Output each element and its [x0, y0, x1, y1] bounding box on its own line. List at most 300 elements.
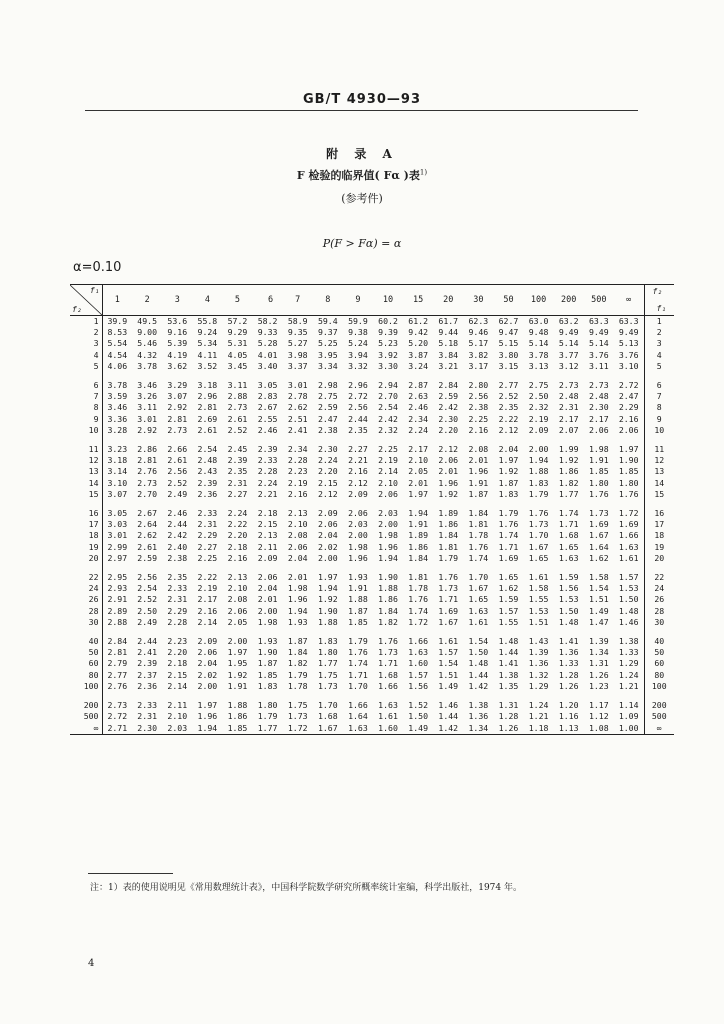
- table-cell: 5.39: [167, 338, 188, 349]
- table-cell: 1.87: [287, 636, 308, 647]
- row-label-f2: 20: [88, 552, 99, 563]
- table-cell: 1.29: [528, 680, 549, 691]
- header-rule: [85, 110, 638, 111]
- table-row: [70, 436, 674, 455]
- table-cell: 1.43: [528, 636, 549, 647]
- column-header: 4: [192, 285, 222, 316]
- page-number: 4: [88, 958, 95, 969]
- table-cell: 1.62: [498, 583, 519, 594]
- table-cell: 1.74: [468, 552, 489, 563]
- table-cell: 1.61: [438, 636, 459, 647]
- table-cell: 1.84: [468, 508, 489, 519]
- table-row: [70, 711, 674, 722]
- row-label-f2-right: 2: [644, 327, 674, 338]
- table-cell: 2.44: [137, 636, 158, 647]
- table-cell: 1.20: [558, 700, 579, 711]
- table-cell: 3.36: [102, 414, 132, 425]
- table-cell: 1.79: [528, 488, 549, 499]
- table-cell: 2.62: [137, 530, 158, 541]
- table-subtitle: (参考件): [341, 192, 383, 205]
- table-cell: 2.10: [378, 477, 398, 488]
- table-cell: 1.92: [558, 455, 579, 466]
- table-cell: 4.11: [197, 349, 218, 360]
- table-cell: 2.09: [257, 552, 278, 563]
- table-cell: 2.48: [588, 391, 609, 402]
- header-corner-right: [644, 285, 674, 316]
- table-cell: 2.67: [257, 402, 278, 413]
- table-cell: 2.13: [227, 572, 248, 583]
- table-cell: 1.31: [498, 700, 519, 711]
- table-cell: 1.29: [618, 658, 639, 669]
- table-cell: 3.78: [528, 349, 549, 360]
- row-label-f2: 26: [88, 594, 99, 605]
- table-cell: 1.41: [498, 658, 519, 669]
- table-cell: 1.16: [558, 711, 579, 722]
- table-cell: 5.18: [438, 338, 459, 349]
- table-cell: 9.48: [528, 327, 549, 338]
- column-header: 500: [584, 285, 614, 316]
- table-cell: 8.53: [102, 327, 132, 338]
- table-cell: 1.31: [588, 658, 609, 669]
- table-cell: 3.01: [287, 380, 308, 391]
- column-header: 10: [373, 285, 403, 316]
- table-cell: 2.19: [528, 413, 549, 424]
- table-cell: 2.29: [167, 605, 188, 616]
- table-cell: 2.91: [102, 594, 132, 605]
- table-cell: 2.35: [227, 466, 248, 477]
- table-cell: 1.38: [468, 700, 489, 711]
- table-cell: 1.52: [408, 700, 428, 711]
- table-cell: 1.98: [378, 530, 398, 541]
- row-label-f2-right: 100: [644, 681, 674, 692]
- table-cell: 1.83: [317, 636, 338, 647]
- alpha-label: α=0.10: [73, 260, 122, 275]
- row-label-f2: 22: [88, 572, 99, 583]
- table-cell: 1.85: [222, 723, 252, 735]
- table-cell: 4.19: [167, 349, 188, 360]
- table-cell: 61.2: [408, 316, 428, 326]
- table-cell: 1.87: [498, 477, 519, 488]
- table-cell: 2.00: [257, 605, 278, 616]
- table-cell: 3.10: [618, 360, 639, 371]
- table-cell: 2.10: [227, 583, 248, 594]
- table-cell: 2.63: [408, 391, 428, 402]
- table-cell: 3.24: [408, 360, 428, 371]
- table-cell: 2.15: [317, 477, 338, 488]
- row-label-f2: 1: [93, 316, 99, 326]
- table-cell: 1.97: [498, 455, 519, 466]
- table-cell: 2.44: [167, 519, 188, 530]
- table-cell: 2.00: [348, 530, 368, 541]
- table-cell: 2.03: [348, 519, 368, 530]
- table-cell: 2.33: [137, 700, 158, 711]
- table-cell: 3.62: [167, 360, 188, 371]
- table-cell: 1.21: [528, 711, 549, 722]
- table-header-row: [70, 285, 674, 316]
- table-cell: 2.14: [197, 616, 218, 627]
- table-cell: 1.85: [618, 466, 639, 477]
- table-cell: 1.63: [468, 605, 489, 616]
- table-cell: 2.20: [317, 466, 338, 477]
- table-cell: 1.84: [287, 647, 308, 658]
- table-cell: 2.14: [167, 680, 188, 691]
- row-label-f2: 2: [93, 327, 99, 338]
- table-cell: 1.99: [558, 444, 579, 455]
- table-cell: 2.75: [317, 391, 338, 402]
- table-cell: 1.50: [558, 605, 579, 616]
- table-row: [70, 361, 674, 372]
- table-cell: 3.37: [287, 360, 308, 371]
- table-cell: 2.42: [438, 402, 459, 413]
- table-cell: 5.28: [257, 338, 278, 349]
- table-cell: 1.65: [498, 572, 519, 583]
- table-cell: 2.97: [102, 553, 132, 564]
- right-corner-f2-label: f₂: [652, 287, 663, 296]
- row-label-f2: 16: [88, 508, 99, 519]
- table-cell: 1.76: [588, 488, 609, 499]
- table-cell: 2.79: [102, 658, 132, 669]
- table-cell: 1.60: [408, 658, 428, 669]
- table-cell: 3.11: [137, 402, 158, 413]
- table-cell: 2.50: [528, 391, 549, 402]
- table-cell: 1.78: [287, 680, 308, 691]
- table-cell: 2.20: [167, 647, 188, 658]
- table-cell: 5.23: [378, 338, 398, 349]
- table-cell: 2.00: [317, 552, 338, 563]
- table-cell: 1.48: [468, 658, 489, 669]
- table-cell: 2.18: [167, 658, 188, 669]
- table-cell: 9.37: [317, 327, 338, 338]
- table-cell: 1.59: [498, 594, 519, 605]
- table-cell: 2.47: [317, 413, 338, 424]
- table-cell: 2.01: [257, 594, 278, 605]
- row-label-f2: ∞: [70, 723, 102, 735]
- table-cell: 2.35: [348, 424, 368, 435]
- table-cell: 1.88: [348, 594, 368, 605]
- table-cell: 55.8: [197, 316, 218, 326]
- table-cell: 1.71: [558, 519, 579, 530]
- table-cell: 2.06: [227, 605, 248, 616]
- table-row: [70, 606, 674, 617]
- table-cell: 2.16: [468, 424, 489, 435]
- row-label-f2: 60: [88, 658, 99, 669]
- table-cell: 2.42: [167, 530, 188, 541]
- table-cell: 5.14: [528, 338, 549, 349]
- table-cell: 1.35: [498, 680, 519, 691]
- table-cell: 1.67: [468, 583, 489, 594]
- table-cell: 2.83: [257, 391, 278, 402]
- row-label-f2: 15: [88, 488, 99, 499]
- table-cell: 2.48: [197, 455, 218, 466]
- table-cell: 2.71: [102, 723, 132, 735]
- table-cell: 1.74: [498, 530, 519, 541]
- table-cell: 2.77: [102, 670, 132, 681]
- table-cell: 2.31: [167, 594, 188, 605]
- table-cell: 2.46: [167, 508, 188, 519]
- footnote-marker: 1): [419, 168, 428, 177]
- row-label-f2-right: 30: [644, 617, 674, 628]
- table-cell: 1.54: [438, 658, 459, 669]
- table-cell: 4.05: [227, 349, 248, 360]
- row-label-f2-right: 16: [644, 500, 674, 519]
- table-cell: 3.07: [102, 489, 132, 500]
- table-cell: 2.03: [162, 723, 192, 735]
- table-cell: 2.06: [588, 424, 609, 435]
- table-cell: 2.22: [197, 572, 218, 583]
- table-cell: 1.57: [438, 647, 459, 658]
- table-cell: 2.27: [197, 541, 218, 552]
- table-cell: 2.21: [257, 488, 278, 499]
- table-cell: 1.85: [257, 669, 278, 680]
- table-cell: 2.59: [317, 402, 338, 413]
- table-row: [70, 723, 674, 735]
- table-cell: 2.23: [287, 466, 308, 477]
- table-cell: 1.66: [408, 636, 428, 647]
- row-label-f2-right: 11: [644, 436, 674, 455]
- table-cell: 2.16: [227, 552, 248, 563]
- column-header: 50: [493, 285, 523, 316]
- row-label-f2: 50: [88, 647, 99, 658]
- table-cell: 1.85: [588, 466, 609, 477]
- table-cell: 2.61: [227, 413, 248, 424]
- row-label-f2-right: 12: [644, 455, 674, 466]
- row-label-f2: 28: [88, 605, 99, 616]
- table-cell: 1.94: [528, 455, 549, 466]
- table-cell: 2.94: [378, 380, 398, 391]
- table-cell: 2.04: [287, 552, 308, 563]
- table-row: [70, 402, 674, 413]
- table-cell: 1.49: [403, 723, 433, 735]
- table-row: [70, 594, 674, 605]
- table-cell: 1.90: [618, 455, 639, 466]
- table-cell: 1.87: [348, 605, 368, 616]
- table-cell: 1.67: [588, 530, 609, 541]
- table-cell: 2.72: [618, 380, 639, 391]
- table-cell: 2.24: [227, 508, 248, 519]
- table-cell: 2.44: [348, 413, 368, 424]
- row-label-f2: 24: [88, 583, 99, 594]
- table-cell: 1.70: [317, 700, 338, 711]
- table-cell: 2.04: [317, 530, 338, 541]
- table-cell: 1.91: [227, 680, 248, 691]
- row-label-f2-right: 1: [644, 316, 674, 328]
- table-cell: 2.10: [167, 711, 188, 722]
- table-cell: 9.16: [167, 327, 188, 338]
- table-row: [70, 466, 674, 477]
- table-cell: 3.11: [227, 380, 248, 391]
- table-row: [70, 617, 674, 628]
- table-cell: 3.78: [102, 372, 132, 391]
- header-corner-left: [70, 285, 102, 316]
- table-cell: 1.42: [433, 723, 463, 735]
- table-cell: 2.55: [257, 413, 278, 424]
- column-header: 7: [283, 285, 313, 316]
- table-cell: 1.36: [558, 647, 579, 658]
- right-corner-f1-label: f₁: [656, 304, 667, 313]
- table-cell: 2.39: [227, 455, 248, 466]
- table-cell: 3.07: [167, 391, 188, 402]
- table-cell: 2.10: [287, 519, 308, 530]
- table-cell: 1.48: [498, 636, 519, 647]
- row-label-f2-right: 80: [644, 670, 674, 681]
- column-header: 30: [463, 285, 493, 316]
- table-cell: 1.97: [408, 488, 428, 499]
- table-cell: 2.32: [528, 402, 549, 413]
- table-cell: 3.52: [197, 360, 218, 371]
- table-cell: 1.61: [378, 711, 398, 722]
- table-cell: 2.06: [257, 572, 278, 583]
- table-cell: 53.6: [167, 316, 188, 326]
- table-cell: 2.52: [227, 424, 248, 435]
- table-cell: 1.32: [528, 669, 549, 680]
- table-cell: 1.44: [468, 669, 489, 680]
- table-cell: 2.16: [348, 466, 368, 477]
- table-cell: 3.17: [468, 360, 489, 371]
- row-label-f2-right: 10: [644, 425, 674, 436]
- table-cell: 3.84: [438, 349, 459, 360]
- row-label-f2: 17: [88, 519, 99, 530]
- row-label-f2-right: 15: [644, 489, 674, 500]
- table-cell: 4.06: [102, 361, 132, 372]
- table-cell: 2.20: [227, 530, 248, 541]
- table-cell: 1.58: [528, 583, 549, 594]
- table-cell: 2.96: [197, 391, 218, 402]
- table-cell: 1.92: [317, 594, 338, 605]
- table-cell: 1.75: [287, 700, 308, 711]
- table-title-text: F 检验的临界值( Fα )表: [296, 169, 420, 182]
- table-cell: 1.13: [554, 723, 584, 735]
- table-cell: 2.04: [498, 444, 519, 455]
- table-cell: 2.19: [287, 477, 308, 488]
- row-label-f2-right: 18: [644, 530, 674, 541]
- table-cell: 2.88: [102, 617, 132, 628]
- table-cell: 1.53: [618, 583, 639, 594]
- table-cell: 1.92: [227, 669, 248, 680]
- row-label-f2: 11: [88, 444, 99, 455]
- corner-f2-label: f₂: [72, 305, 82, 314]
- table-cell: 2.15: [257, 519, 278, 530]
- table-cell: 1.50: [408, 711, 428, 722]
- table-cell: 2.72: [102, 711, 132, 722]
- table-cell: 2.54: [378, 402, 398, 413]
- table-cell: 1.70: [528, 530, 549, 541]
- table-cell: 1.80: [618, 477, 639, 488]
- table-cell: 1.91: [408, 519, 428, 530]
- table-cell: 9.49: [558, 327, 579, 338]
- table-cell: 57.2: [227, 316, 248, 326]
- table-cell: 1.82: [287, 658, 308, 669]
- table-cell: 1.79: [498, 508, 519, 519]
- row-label-f2-right: 6: [644, 372, 674, 391]
- table-cell: 2.30: [438, 413, 459, 424]
- table-row: [70, 519, 674, 530]
- table-cell: 1.64: [348, 711, 368, 722]
- table-cell: 3.05: [257, 380, 278, 391]
- table-cell: 3.34: [317, 360, 338, 371]
- table-cell: 2.80: [468, 380, 489, 391]
- table-cell: 1.12: [588, 711, 609, 722]
- row-label-f2: 10: [88, 424, 99, 435]
- table-cell: 2.39: [137, 658, 158, 669]
- row-label-f2-right: 9: [644, 414, 674, 425]
- table-cell: 2.02: [317, 541, 338, 552]
- table-cell: 1.71: [498, 541, 519, 552]
- table-cell: 2.17: [197, 594, 218, 605]
- column-header: 3: [162, 285, 192, 316]
- table-cell: 1.51: [528, 616, 549, 627]
- table-cell: 2.25: [197, 552, 218, 563]
- table-cell: 1.08: [584, 723, 614, 735]
- table-cell: 1.56: [558, 583, 579, 594]
- table-cell: 49.5: [137, 316, 158, 326]
- table-cell: 5.14: [588, 338, 609, 349]
- table-cell: 1.96: [378, 541, 398, 552]
- table-cell: 2.76: [137, 466, 158, 477]
- table-cell: 1.67: [528, 541, 549, 552]
- row-label-f2: 6: [93, 380, 99, 391]
- table-cell: 1.63: [343, 723, 373, 735]
- table-cell: 1.97: [618, 444, 639, 455]
- table-cell: 9.44: [438, 327, 459, 338]
- table-row: [70, 628, 674, 647]
- table-cell: 1.55: [498, 616, 519, 627]
- table-cell: 9.39: [378, 327, 398, 338]
- table-cell: 2.24: [317, 455, 338, 466]
- table-cell: 2.25: [378, 444, 398, 455]
- table-cell: 2.13: [257, 530, 278, 541]
- table-cell: 2.12: [317, 488, 338, 499]
- table-cell: 2.76: [102, 681, 132, 692]
- table-cell: 1.56: [408, 680, 428, 691]
- table-cell: 1.76: [528, 508, 549, 519]
- table-cell: 2.99: [102, 542, 132, 553]
- table-row: [70, 327, 674, 338]
- table-cell: 1.80: [588, 477, 609, 488]
- table-cell: 1.76: [498, 519, 519, 530]
- table-row: [70, 658, 674, 669]
- table-cell: 1.69: [438, 605, 459, 616]
- table-cell: 59.9: [348, 316, 368, 326]
- table-cell: 3.01: [102, 530, 132, 541]
- table-cell: 1.53: [558, 594, 579, 605]
- table-cell: 1.80: [257, 700, 278, 711]
- table-cell: 2.38: [167, 552, 188, 563]
- table-cell: 4.32: [137, 349, 158, 360]
- table-cell: 2.61: [197, 424, 218, 435]
- row-label-f2-right: ∞: [644, 723, 674, 735]
- table-cell: 1.33: [618, 647, 639, 658]
- table-cell: 2.09: [317, 508, 338, 519]
- table-cell: 1.63: [618, 541, 639, 552]
- table-body: [70, 316, 674, 735]
- table-cell: 2.18: [227, 541, 248, 552]
- table-cell: 62.7: [498, 316, 519, 326]
- table-cell: 3.21: [438, 360, 459, 371]
- table-cell: 9.00: [137, 327, 158, 338]
- f-critical-table-container: [70, 284, 674, 735]
- table-cell: 3.76: [588, 349, 609, 360]
- table-cell: 3.94: [348, 349, 368, 360]
- table-cell: 4.54: [102, 350, 132, 361]
- column-header: 9: [343, 285, 373, 316]
- table-cell: 2.04: [257, 583, 278, 594]
- row-label-f2-right: 50: [644, 647, 674, 658]
- table-cell: 3.82: [468, 349, 489, 360]
- table-cell: 1.86: [227, 711, 248, 722]
- table-cell: 1.33: [558, 658, 579, 669]
- table-cell: 1.76: [408, 594, 428, 605]
- table-cell: 2.88: [227, 391, 248, 402]
